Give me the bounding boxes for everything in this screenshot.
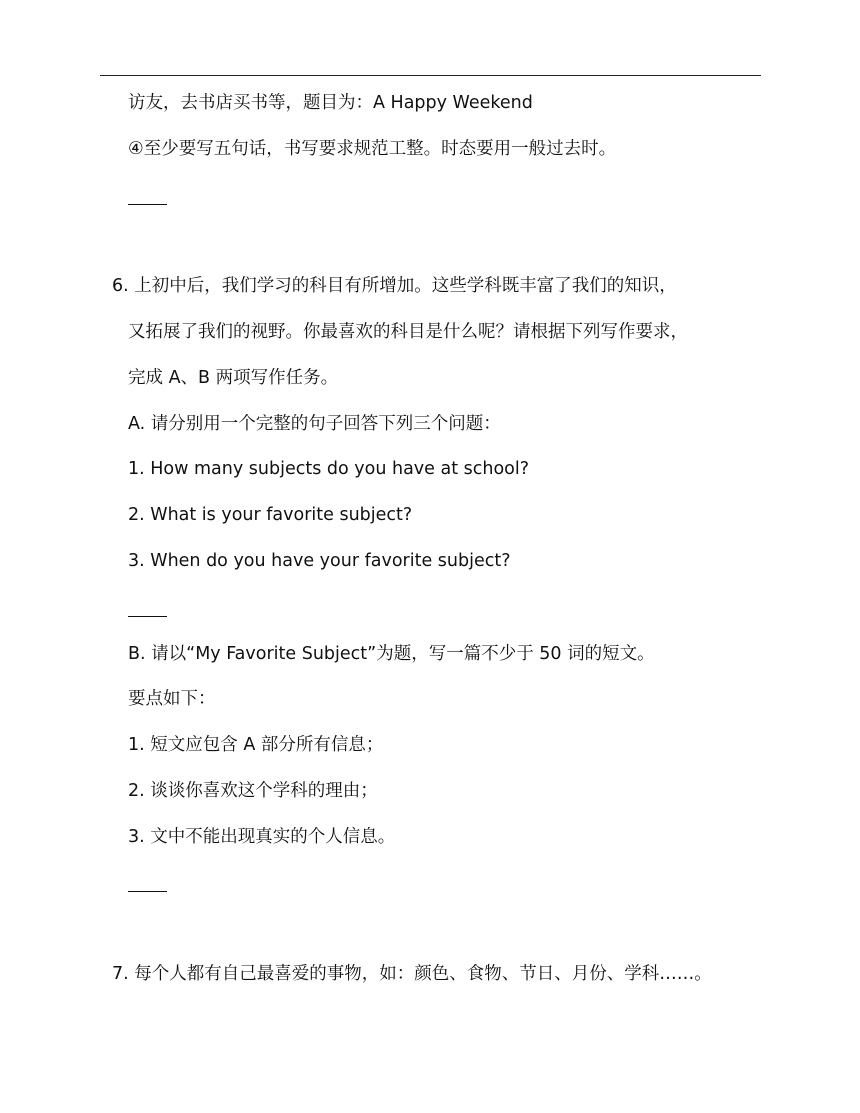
part-a-question-3: 3. When do you have your favorite subject? (128, 551, 511, 571)
part-b-points-heading: 要点如下： (128, 689, 216, 709)
question-6-intro-line-3: 完成 A、B 两项写作任务。 (128, 368, 339, 388)
question-7 (112, 962, 712, 986)
question-6-intro-line-2: 又拓展了我们的视野。你最喜欢的科目是什么呢？请根据下列写作要求， (128, 322, 688, 342)
question-7-number: 7. (112, 964, 129, 984)
header-rule (100, 75, 761, 76)
part-b-point-2: 2. 谈谈你喜欢这个学科的理由； (128, 781, 378, 801)
part-a-instruction: A. 请分别用一个完整的句子回答下列三个问题： (128, 414, 501, 434)
part-b-instruction: B. 请以“My Favorite Subject”为题，写一篇不少于 50 词的短文。 (128, 644, 655, 664)
part-b-point-3: 3. 文中不能出现真实的个人信息。 (128, 827, 396, 847)
question-7-text: 每个人都有自己最喜爱的事物，如：颜色、食物、节日、月份、学科……。 (134, 964, 712, 984)
answer-blank-1[interactable] (128, 204, 167, 205)
part-b-point-1: 1. 短文应包含 A 部分所有信息； (128, 735, 384, 755)
part-a-question-1: 1. How many subjects do you have at school? (128, 459, 530, 479)
answer-blank-2[interactable] (128, 616, 167, 617)
prev-question-line-2: ④至少要写五句话，书写要求规范工整。时态要用一般过去时。 (128, 139, 617, 159)
question-6-intro-line-1: 上初中后，我们学习的科目有所增加。这些学科既丰富了我们的知识， (134, 276, 677, 296)
question-6-number: 6. (112, 276, 129, 296)
question-6 (112, 274, 677, 298)
part-a-question-2: 2. What is your favorite subject? (128, 505, 413, 525)
answer-blank-3[interactable] (128, 891, 167, 892)
prev-question-line-1: 访友，去书店买书等，题目为：A Happy Weekend (128, 93, 533, 113)
